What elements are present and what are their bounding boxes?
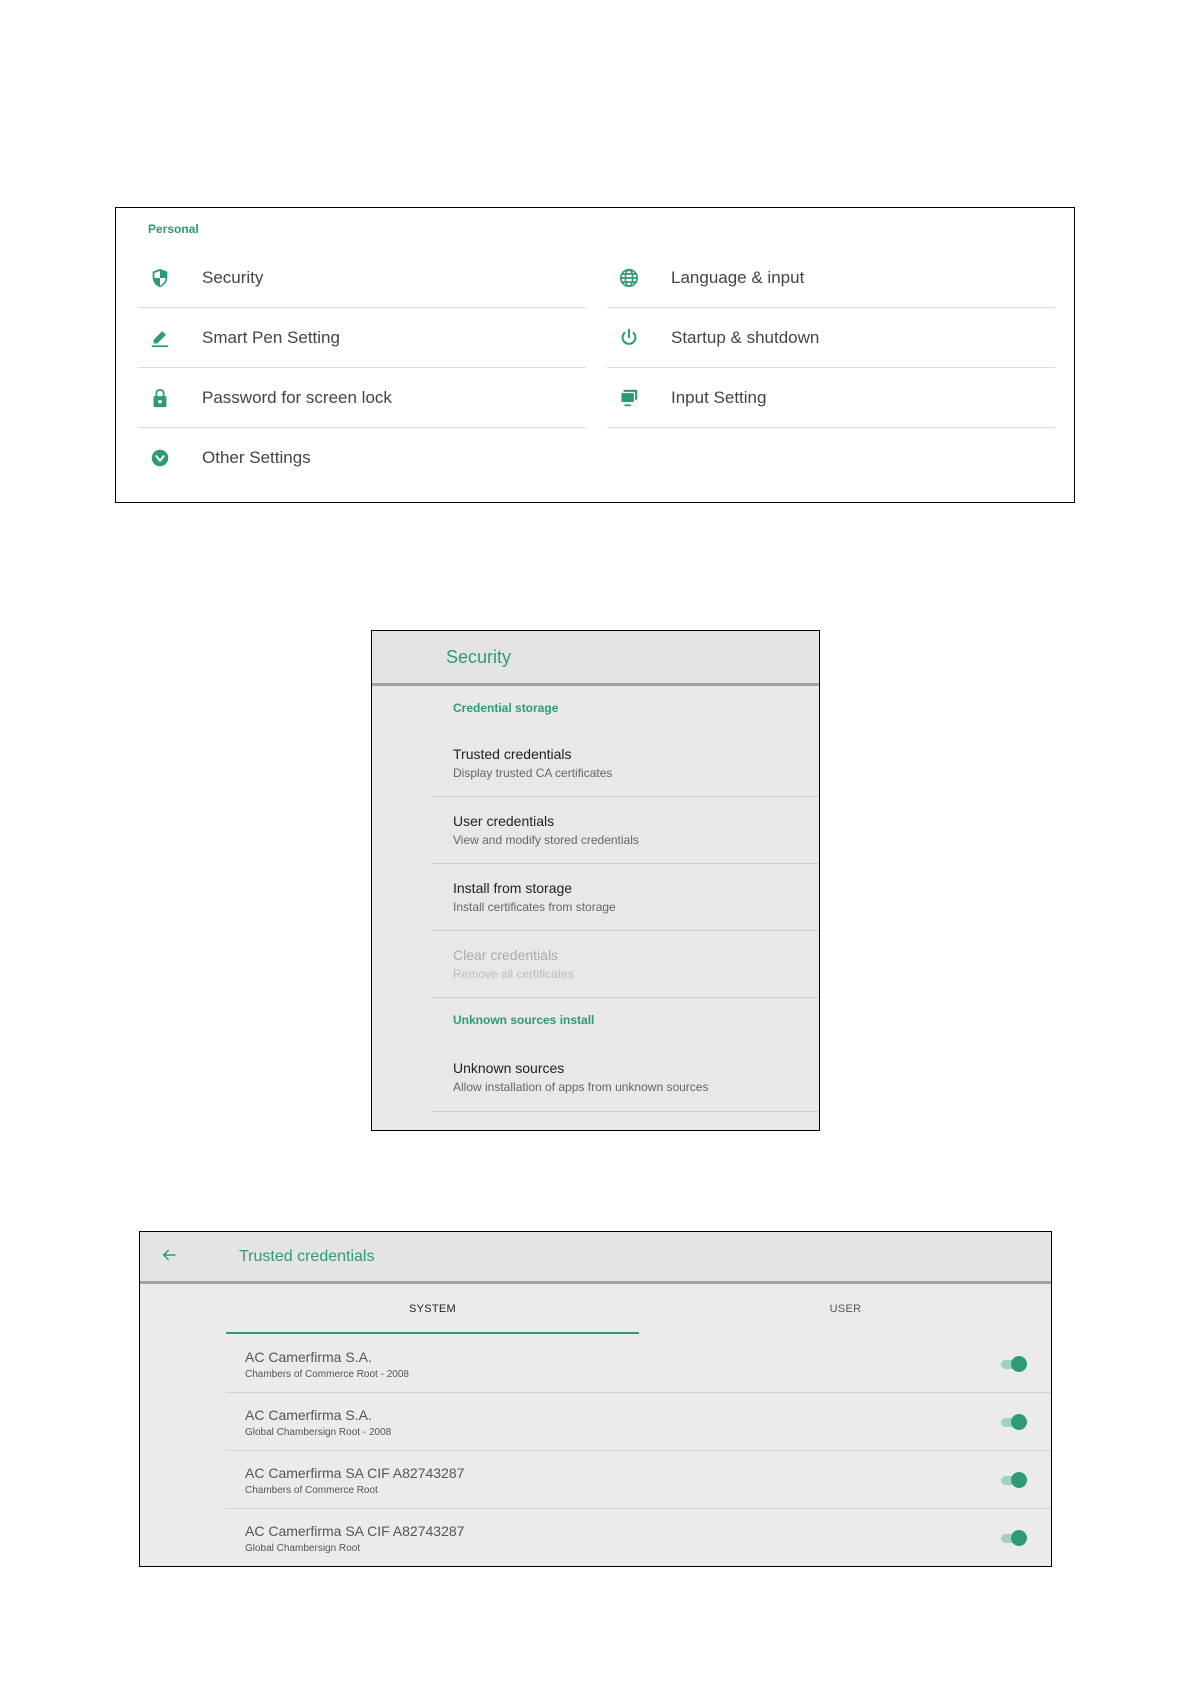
pref-user-credentials[interactable]	[432, 797, 819, 864]
settings-item-security[interactable]	[138, 248, 586, 308]
certificate-name: AC Camerfirma S.A.	[245, 1349, 372, 1365]
certificate-row[interactable]	[226, 1509, 1052, 1567]
security-app-bar	[372, 631, 819, 686]
chevron-down-circle-icon	[149, 447, 171, 469]
section-header-credential-storage: Credential storage	[453, 701, 559, 715]
certificate-detail: Global Chambersign Root	[245, 1543, 361, 1554]
settings-item-label: Language & input	[671, 267, 805, 287]
personal-right-column	[607, 248, 1055, 428]
pref-summary: Allow installation of apps from unknown sources	[453, 1079, 709, 1094]
certificate-row[interactable]	[226, 1393, 1052, 1451]
settings-item-label: Password for screen lock	[202, 387, 392, 407]
lock-icon	[149, 387, 171, 409]
personal-left-column	[138, 248, 586, 488]
pref-summary: View and modify stored credentials	[453, 833, 639, 847]
certificate-toggle[interactable]	[1001, 1356, 1027, 1372]
pen-icon	[149, 327, 171, 349]
certificate-toggle[interactable]	[1001, 1472, 1027, 1488]
certificate-detail: Chambers of Commerce Root - 2008	[245, 1369, 409, 1380]
power-icon	[618, 327, 640, 349]
pref-summary: Remove all certificates	[453, 967, 574, 981]
certificate-row[interactable]	[226, 1451, 1052, 1509]
globe-icon	[618, 267, 640, 289]
pref-title: User credentials	[453, 813, 555, 829]
settings-item-label: Other Settings	[202, 448, 311, 467]
certificate-row[interactable]	[226, 1335, 1052, 1393]
tab-system[interactable]: SYSTEM	[408, 1303, 457, 1315]
pref-clear-credentials	[432, 931, 819, 998]
pref-title: Clear credentials	[453, 947, 559, 963]
arrow-left-icon[interactable]	[160, 1246, 178, 1264]
certificate-toggle[interactable]	[1001, 1530, 1027, 1546]
pref-install-from-storage[interactable]	[432, 864, 819, 931]
trusted-credentials-app-bar	[140, 1232, 1051, 1284]
certificate-name: AC Camerfirma SA CIF A82743287	[245, 1465, 465, 1481]
section-header-unknown-sources: Unknown sources install	[453, 1013, 595, 1027]
tab-bar	[226, 1284, 1052, 1334]
pref-summary: Display trusted CA certificates	[453, 766, 613, 780]
settings-item-language-input[interactable]	[607, 248, 1055, 308]
personal-settings-panel	[115, 207, 1075, 503]
pref-title: Unknown sources	[453, 1059, 565, 1076]
shield-icon	[149, 267, 171, 289]
certificate-detail: Chambers of Commerce Root	[245, 1485, 378, 1496]
settings-item-label: Input Setting	[671, 387, 767, 407]
tab-user[interactable]: USER	[829, 1303, 862, 1315]
page-title: Security	[446, 647, 512, 667]
tab-indicator	[226, 1332, 639, 1334]
certificate-list	[226, 1335, 1052, 1567]
settings-item-smart-pen[interactable]	[138, 308, 586, 368]
trusted-credentials-panel	[139, 1231, 1052, 1567]
pref-unknown-sources[interactable]	[432, 1042, 819, 1112]
pref-title: Trusted credentials	[453, 746, 572, 762]
certificate-name: AC Camerfirma SA CIF A82743287	[245, 1523, 465, 1539]
settings-item-label: Smart Pen Setting	[202, 327, 340, 347]
pref-summary: Install certificates from storage	[453, 900, 616, 914]
input-source-icon	[618, 387, 640, 409]
certificate-detail: Global Chambersign Root - 2008	[245, 1427, 392, 1438]
settings-item-other[interactable]	[138, 428, 586, 488]
pref-title: Install from storage	[453, 880, 573, 896]
settings-item-label: Startup & shutdown	[671, 327, 820, 347]
pref-trusted-credentials[interactable]	[432, 730, 819, 797]
settings-item-startup-shutdown[interactable]	[607, 308, 1055, 368]
settings-item-screen-lock-password[interactable]	[138, 368, 586, 428]
security-list	[372, 686, 819, 1112]
personal-header: Personal	[148, 222, 199, 236]
settings-item-label: Security	[202, 267, 264, 287]
page-title: Trusted credentials	[239, 1248, 375, 1265]
certificate-name: AC Camerfirma S.A.	[245, 1407, 372, 1423]
settings-item-input-setting[interactable]	[607, 368, 1055, 428]
security-panel	[371, 630, 820, 1131]
certificate-toggle[interactable]	[1001, 1414, 1027, 1430]
